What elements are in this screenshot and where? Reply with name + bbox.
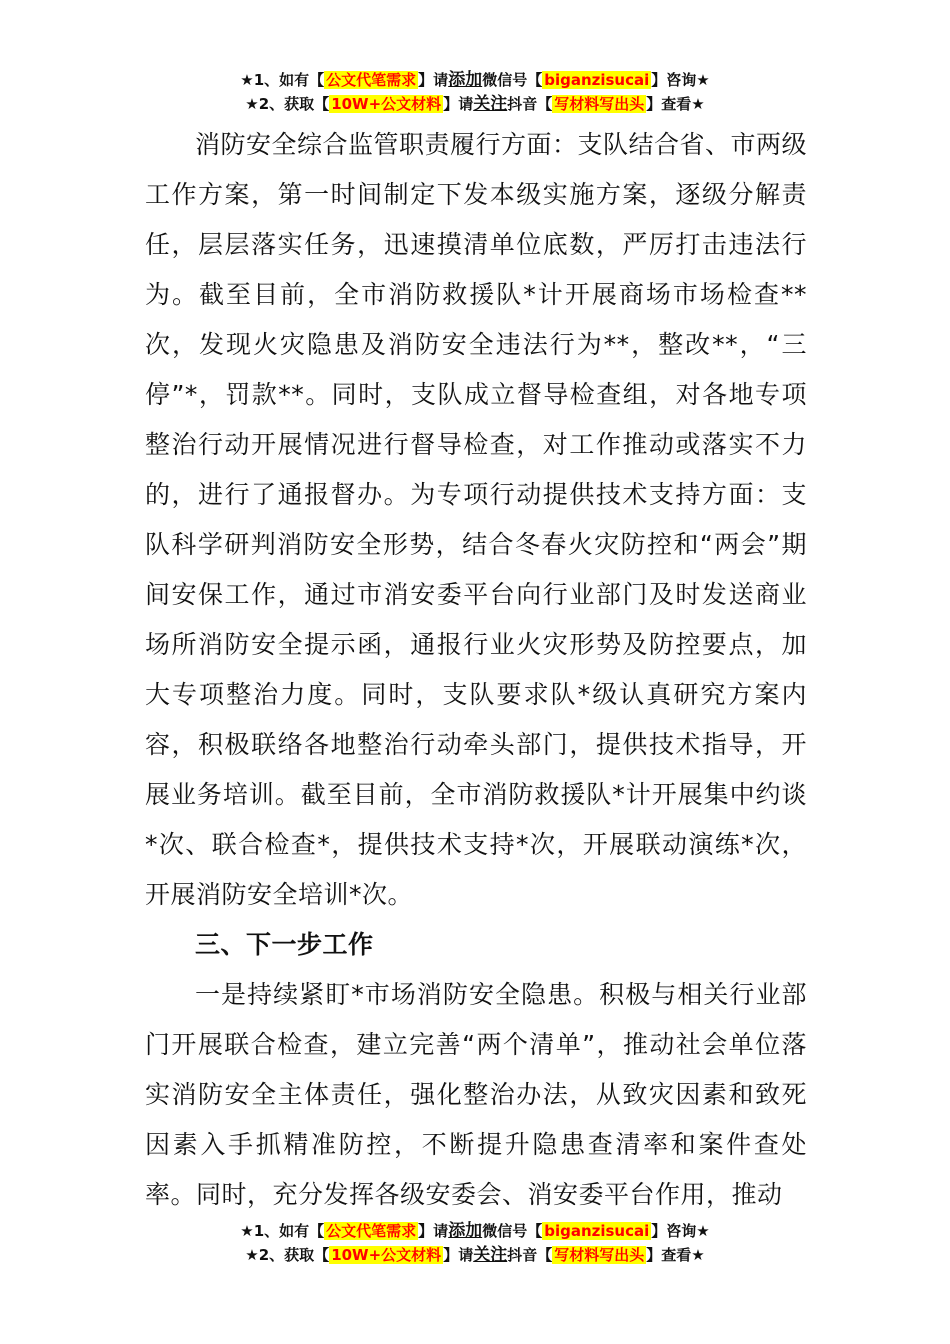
promo-text: 】请: [418, 71, 449, 89]
promo-underline: 关注: [473, 1245, 508, 1265]
promo-text: 抖音【: [507, 95, 553, 113]
promo-underline: 添加: [448, 70, 483, 90]
promo-highlight: biganzisucai: [544, 1222, 650, 1240]
promo-highlight: 10W+公文材料: [331, 95, 442, 113]
promo-highlight: 写材料写出头: [554, 95, 645, 113]
promo-text: ★2、获取【: [245, 1246, 330, 1264]
promo-line-1: [0, 68, 950, 92]
promo-text: 抖音【: [507, 1246, 553, 1264]
section-heading: 三、下一步工作: [195, 930, 374, 959]
promo-highlight: 公文代笔需求: [326, 1222, 417, 1240]
promo-line-2: [0, 92, 950, 116]
paragraph-supervision: 消防安全综合监管职责履行方面：支队结合省、市两级工作方案，第一时间制定下发本级实施方案，逐级分解责任，层层落实任务，迅速摸清单位底数，严厉打击违法行为。截至目前，全市消防救援队*计开展商场市场检查**次，发现火灾隐患及消防安全违法行为**，整改**，“三停”*，罚款**。同时，支队成立督导检查组，对各地专项整治行动开展情况进行督导检查，对工作推动或落实不力的，进行了通报督办。为专项行动提供技术支持方面：支队科学研判消防安全形势，结合冬春火灾防控和“两会”期间安保工作，通过市消安委平台向行业部门及时发送商业场所消防安全提示函，通报行业火灾形势及防控要点，加大专项整治力度。同时，支队要求队*级认真研究方案内容，积极联络各地整治行动牵头部门，提供技术指导，开展业务培训。截至目前，全市消防救援队*计开展集中约谈*次、联合检查*，提供技术支持*次，开展联动演练*次，开展消防安全培训*次。: [145, 130, 808, 909]
document-body: [145, 120, 807, 1220]
promo-line-1: [0, 1219, 950, 1243]
promo-text: ★1、如有【: [240, 1222, 325, 1240]
promo-text: 】请: [443, 1246, 474, 1264]
promo-text: 】咨询★: [651, 1222, 710, 1240]
header-promo-banner: [0, 68, 950, 116]
promo-text: 微信号【: [482, 71, 543, 89]
promo-text: 】查看★: [646, 95, 705, 113]
promo-text: 】请: [418, 1222, 449, 1240]
promo-underline: 关注: [473, 94, 508, 114]
promo-text: ★2、获取【: [245, 95, 330, 113]
paragraph-next-steps: 一是持续紧盯*市场消防安全隐患。积极与相关行业部门开展联合检查，建立完善“两个清单”，推动社会单位落实消防安全主体责任，强化整治办法，从致灾因素和致死因素入手抓精准防控，不断提升隐患查清率和案件查处率。同时，充分发挥各级安委会、消安委平台作用，推动: [145, 980, 807, 1209]
promo-highlight: 写材料写出头: [554, 1246, 645, 1264]
promo-text: 微信号【: [482, 1222, 543, 1240]
promo-highlight: biganzisucai: [544, 71, 650, 89]
promo-text: 】请: [443, 95, 474, 113]
promo-highlight: 10W+公文材料: [331, 1246, 442, 1264]
promo-underline: 添加: [448, 1221, 483, 1241]
promo-line-2: [0, 1243, 950, 1267]
promo-highlight: 公文代笔需求: [326, 71, 417, 89]
footer-promo-banner: [0, 1219, 950, 1267]
promo-text: ★1、如有【: [240, 71, 325, 89]
promo-text: 】查看★: [646, 1246, 705, 1264]
promo-text: 】咨询★: [651, 71, 710, 89]
